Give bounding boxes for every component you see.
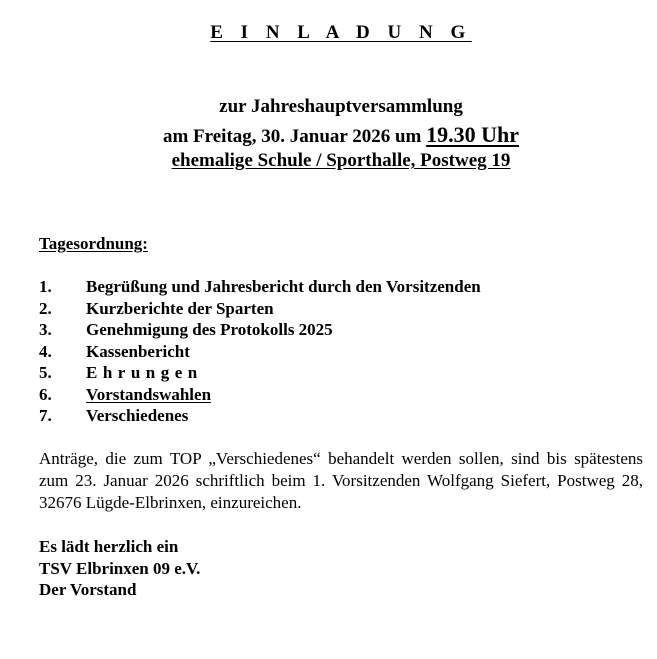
closing-signature: Der Vorstand — [39, 580, 137, 599]
agenda-item — [39, 384, 481, 406]
agenda-item — [39, 362, 481, 384]
agenda-list — [39, 276, 481, 427]
agenda-item — [39, 405, 481, 427]
closing-club-name: TSV Elbrinxen 09 e.V. — [39, 558, 201, 578]
agenda-item-number: 7. — [39, 406, 52, 425]
agenda-item-text: Vorstandswahlen — [86, 384, 212, 404]
meeting-time: 19.30 Uhr — [426, 122, 520, 147]
agenda-item — [39, 319, 481, 341]
agenda-item-text: Ehrungen — [86, 363, 203, 382]
meeting-venue: ehemalige Schule / Sporthalle, Postweg 19 — [171, 150, 511, 171]
closing-block — [39, 536, 200, 601]
agenda-item — [39, 276, 481, 298]
meeting-date — [0, 122, 657, 148]
meeting-date-prefix: am Freitag, 30. Januar 2026 um — [162, 126, 422, 147]
meeting-type: zur Jahreshauptversammlung — [219, 96, 463, 117]
agenda-item-number: 3. — [39, 320, 52, 339]
agenda-item-number: 4. — [39, 341, 52, 361]
agenda-item-text: Genehmigung des Protokolls 2025 — [86, 320, 333, 339]
agenda-heading: Tagesordnung: — [39, 234, 148, 253]
closing-invitation: Es lädt herzlich ein — [39, 537, 179, 556]
agenda-item-text: Begrüßung und Jahresbericht durch den Vorsitzenden — [86, 277, 481, 296]
agenda-item-number: 2. — [39, 298, 52, 318]
agenda-item — [39, 298, 481, 320]
agenda-item — [39, 341, 481, 363]
motions-note: Anträge, die zum TOP „Verschiedenes“ behandelt werden sollen, sind bis spätestens zum 23. Januar 2026 schriftlich beim 1. Vorsitzenden Wolfgang Siefert, Postweg 28, 32676 Lügde-Elbrinxen, einzureichen. — [39, 449, 643, 512]
agenda-item-number: 5. — [39, 363, 52, 382]
document-title: E I N L A D U N G — [210, 22, 472, 43]
agenda-item-number: 6. — [39, 384, 52, 404]
agenda-item-text: Verschiedenes — [86, 406, 189, 425]
agenda-item-text: Kassenbericht — [86, 341, 190, 361]
agenda-item-text: Kurzberichte der Sparten — [86, 298, 274, 318]
agenda-item-number: 1. — [39, 277, 52, 296]
